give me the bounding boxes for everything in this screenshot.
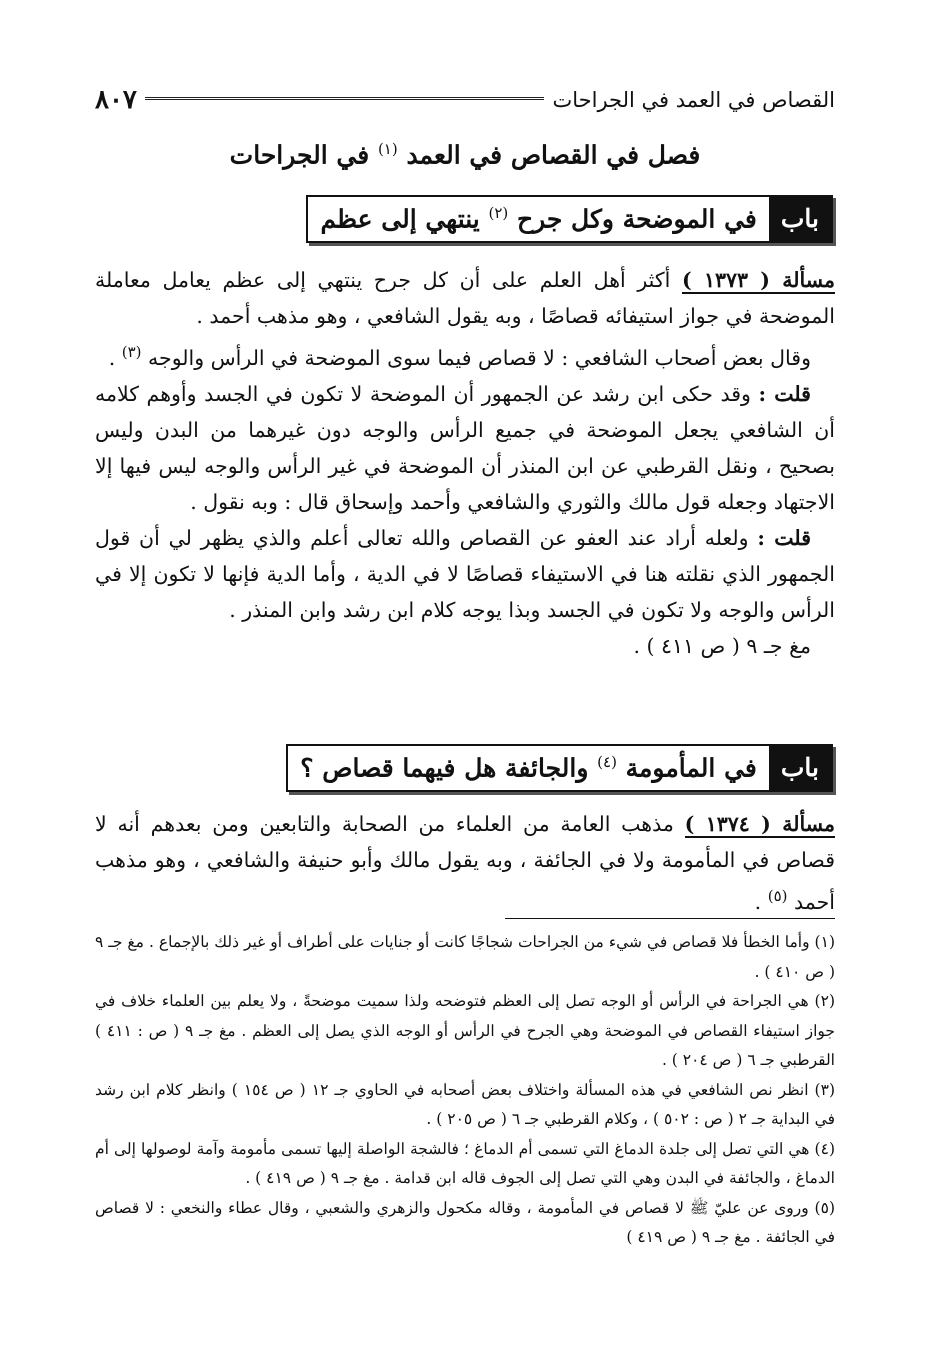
comment-text: ولعله أراد عند العفو عن القصاص والله تعالى أعلم والذي يظهر لي أن قول الجمهور الذي نقلته هنا في الاستيفاء قصاصًا لا في الدية ، وأما الدية فإنها لا تكون إلا في الرأس والوجه ولا تكون في الجسد وبذا يوجه كلام ابن رشد وابن المنذر . — [95, 525, 835, 622]
section-heading-text — [308, 204, 768, 233]
footnote: (٢) هي الجراحة في الرأس أو الوجه تصل إلى العظم فتوضحه ولذا سميت موضحةً ، ولا يعلم بين العلماء خلاف في جواز استيفاء القصاص في الموضحة وهي الجرح في الرأس أو الوجه الذي يصل إلى العظم . مغ جـ ٩ ( ص : ٤١١ ) القرطبي جـ ٦ ( ص ٢٠٤ ) . — [95, 992, 835, 1069]
running-title: القصاص في العمد في الجراحات — [552, 88, 835, 112]
body-section-2 — [95, 806, 835, 920]
chapter-title — [95, 140, 835, 169]
issue-paragraph — [95, 262, 835, 334]
comment-text: وقد حكى ابن رشد عن الجمهور أن الموضحة لا تكون في الجسد وأوهم كلامه أن الشافعي يجعل الموضحة في جميع الرأس والوجه دون غيرهما من البدن وليس بصحيح ، ونقل القرطبي عن ابن المنذر أن الموضحة في غير الرأس والوجه ليس فيها إلا الاجتهاد وجعله قول مالك والثوري والشافعي وأحمد وإسحاق قال : وبه نقول . — [95, 381, 835, 514]
section-heading-box — [306, 195, 833, 243]
issue-text: أكثر أهل العلم على أن كل جرح ينتهي إلى عظم يعامل معاملة الموضحة في جواز استيفائه قصاصًا ، وبه يقول الشافعي ، وهو مذهب أحمد . — [95, 268, 835, 328]
issue-label: مسألة ( ١٣٧٣ ) — [681, 268, 835, 292]
section-label: باب — [769, 746, 831, 790]
issue-end: . — [754, 889, 768, 914]
section-heading-box — [286, 744, 833, 792]
footnote-marker: (٥) — [767, 887, 788, 905]
section-label: باب — [769, 197, 831, 241]
comment-paragraph — [95, 520, 835, 628]
section-heading-b: والجائفة هل فيهما قصاص ؟ — [300, 753, 589, 783]
section-heading-a: في الموضحة وكل جرح — [516, 204, 757, 234]
comment-label: قلت : — [758, 381, 811, 406]
footnote-separator — [505, 918, 835, 919]
footnote-marker: (٢) — [488, 204, 509, 223]
issue-text: مذهب العامة من العلماء من الصحابة والتابعين ومن بعدهم أنه لا قصاص في المأمومة ولا في الجائفة ، وبه يقول مالك وأبو حنيفة والشافعي ، وهو مذهب أحمد — [95, 812, 835, 914]
header-rule — [145, 97, 545, 103]
footnote: (٥) وروى عن عليّ ﷺ لا قصاص في المأمومة ، وقاله مكحول والزهري والشعبي ، وقال عطاء والنخعي : لا قصاص في الجائفة . مغ جـ ٩ ( ص ٤١٩ ) — [95, 1198, 835, 1246]
footnote-marker: (١) — [377, 140, 398, 158]
footnotes — [95, 928, 835, 1253]
paragraph-end: . — [108, 345, 122, 370]
footnote: (٤) هي التي تصل إلى جلدة الدماغ التي تسمى أم الدماغ ؛ فالشجة الواصلة إليها تسمى مأمومة وآمة لوصولها إلى أم الدماغ ، والجائفة في البدن وهي التي تصل إلى الجوف قاله ابن قدامة . مغ جـ ٩ ( ص ٤١٩ ) . — [95, 1139, 835, 1187]
comment-label: قلت : — [757, 525, 811, 550]
footnote-marker: (٣) — [121, 343, 142, 361]
footnote-marker: (٤) — [597, 753, 617, 772]
comment-paragraph — [95, 376, 835, 520]
chapter-title-b: في الجراحات — [229, 140, 370, 170]
reference: مغ جـ ٩ ( ص ٤١١ ) . — [633, 633, 811, 658]
chapter-title-a: فصل في القصاص في العمد — [406, 140, 701, 170]
body-section-1 — [95, 262, 835, 664]
issue-paragraph — [95, 806, 835, 920]
section-heading-text — [288, 753, 769, 782]
section-heading-b: ينتهي إلى عظم — [320, 204, 480, 234]
issue-label: مسألة ( ١٣٧٤ ) — [684, 812, 835, 836]
running-header — [95, 80, 835, 120]
section-heading-a: في المأمومة — [625, 753, 757, 783]
paragraph — [95, 334, 835, 376]
footnote: (١) وأما الخطأ فلا قصاص في شيء من الجراحات شجاجًا كانت أو جنايات على أطراف أو غير ذلك بالإجماع . مغ جـ ٩ ( ص ٤١٠ ) . — [95, 933, 835, 981]
footnote: (٣) انظر نص الشافعي في هذه المسألة واختلاف بعض أصحابه في الحاوي جـ ١٢ ( ص ١٥٤ ) وانظر كلام ابن رشد في البداية جـ ٢ ( ص : ٥٠٢ ) ، وكلام القرطبي جـ ٦ ( ص ٢٠٥ ) . — [95, 1080, 835, 1128]
page-number: ٨٠٧ — [95, 85, 137, 115]
paragraph-text: وقال بعض أصحاب الشافعي : لا قصاص فيما سوى الموضحة في الرأس والوجه — [148, 345, 811, 370]
